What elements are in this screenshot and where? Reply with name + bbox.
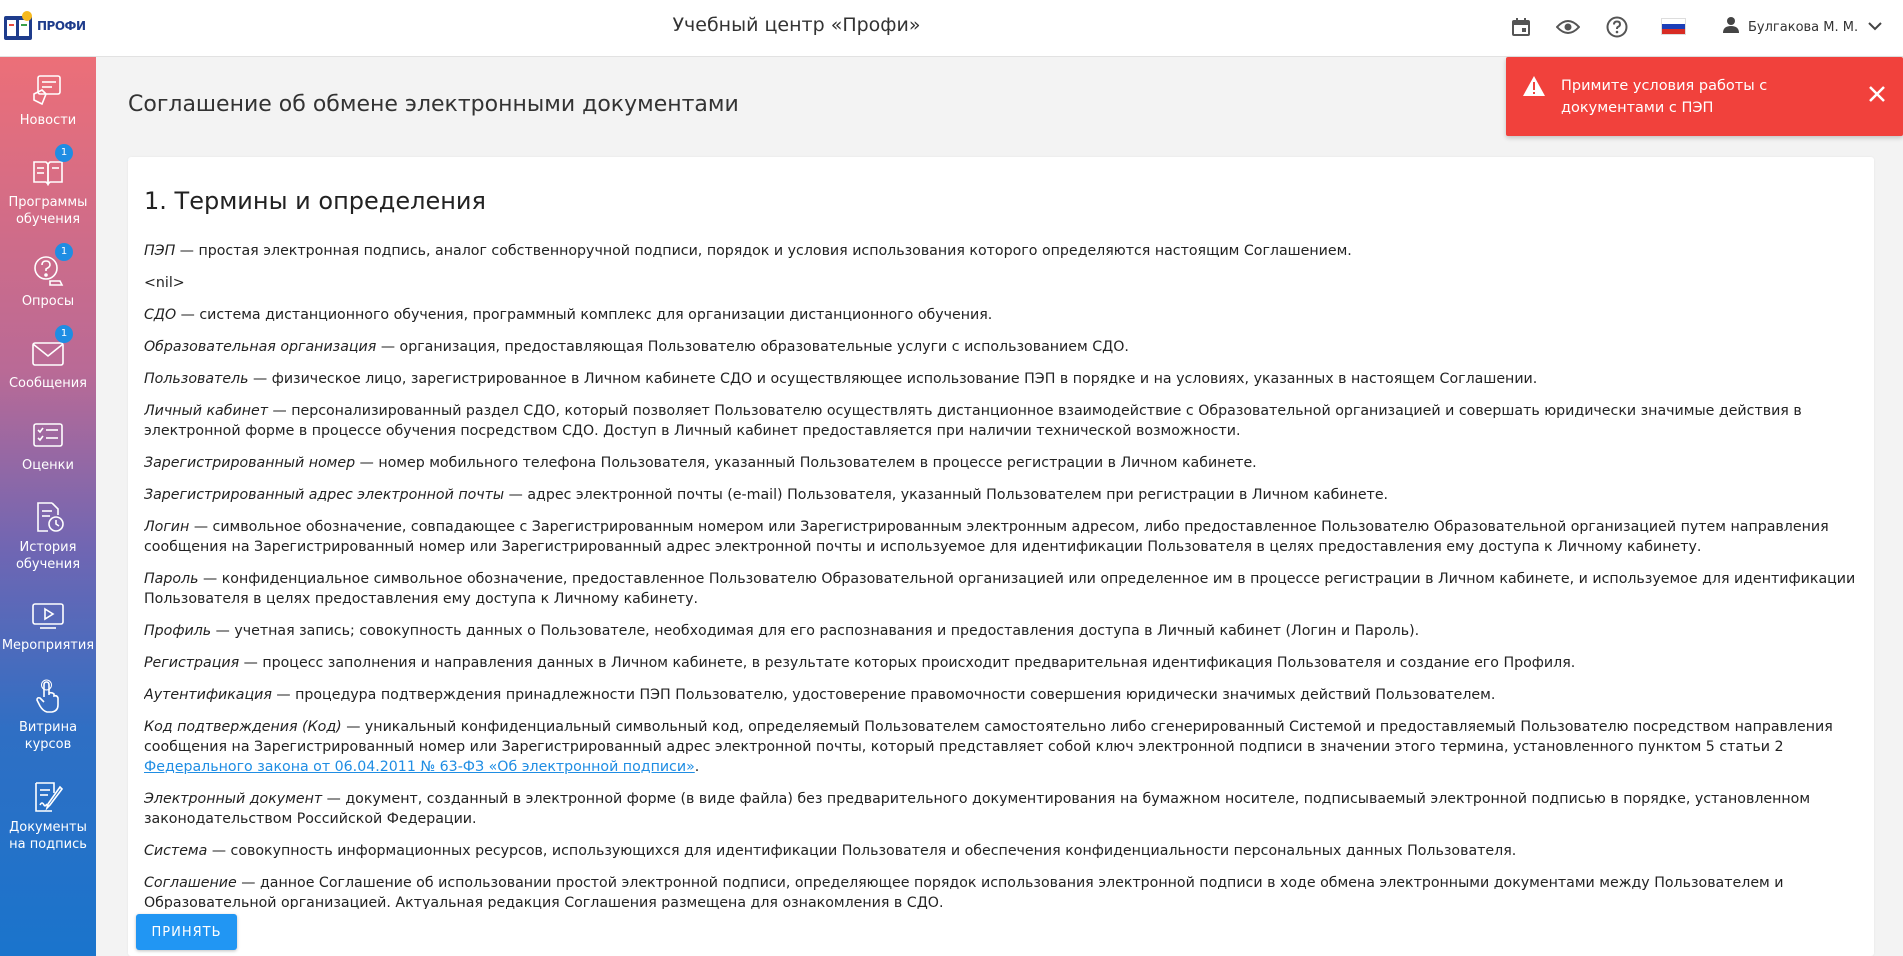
sidebar-item-label: История обучения xyxy=(15,540,81,572)
sidebar-item-events[interactable] xyxy=(0,597,96,654)
badge: 1 xyxy=(55,144,73,162)
agreement-card xyxy=(128,157,1874,956)
term-paragraph xyxy=(144,841,1872,861)
term-definition: — адрес электронной почты (e-mail) Пользователя, указанный Пользователем при регистрации в Личном кабинете. xyxy=(504,487,1389,503)
term-paragraph xyxy=(144,873,1872,909)
chevron-down-icon xyxy=(1868,20,1882,35)
term-definition: <nil> xyxy=(144,275,185,291)
term-paragraph xyxy=(144,717,1872,777)
term-paragraph xyxy=(144,569,1872,609)
header-title: Учебный центр «Профи» xyxy=(672,14,921,36)
term-paragraph xyxy=(144,485,1872,505)
sidebar-item-showcase[interactable] xyxy=(0,679,96,753)
documents-icon xyxy=(30,779,66,815)
accept-button[interactable]: ПРИНЯТЬ xyxy=(136,914,237,950)
term-name: Профиль xyxy=(144,623,212,639)
term-name: Логин xyxy=(144,519,190,535)
term-definition: — организация, предоставляющая Пользователю образовательные услуги с использованием СДО. xyxy=(376,339,1129,355)
section-title: 1. Термины и определения xyxy=(144,187,486,215)
term-definition: — данное Соглашение об использовании простой электронной подписи, определяющее порядок использования электронной подписи в ходе обмена электронными документами между Пользователем и Образовательной организацией. Актуальная редакция Соглашения размещена для ознакомления в СДО. xyxy=(144,875,1784,909)
term-name: Личный кабинет xyxy=(144,403,268,419)
term-definition: — номер мобильного телефона Пользователя, указанный Пользователем в процессе регистрации в Личном кабинете. xyxy=(355,455,1257,471)
sidebar-item-programs[interactable] xyxy=(0,147,96,228)
user-menu[interactable] xyxy=(1722,14,1882,40)
sidebar-item-grades[interactable] xyxy=(0,417,96,474)
term-paragraph xyxy=(144,305,1872,325)
eye-icon[interactable] xyxy=(1555,14,1581,40)
term-name: Зарегистрированный адрес электронной почты xyxy=(144,487,505,503)
term-paragraph xyxy=(144,789,1872,829)
sidebar-item-label: Документы на подпись xyxy=(9,820,87,852)
sidebar-item-label: Программы обучения xyxy=(8,195,88,227)
term-definition-end: . xyxy=(694,759,700,775)
messages-icon xyxy=(30,328,68,371)
term-paragraph xyxy=(144,685,1872,705)
sidebar-item-history[interactable] xyxy=(0,499,96,573)
page-title: Соглашение об обмене электронными документами xyxy=(128,92,739,117)
term-paragraph xyxy=(144,241,1872,261)
sidebar-item-label: Витрина курсов xyxy=(18,720,78,752)
warning-icon xyxy=(1522,75,1546,99)
term-definition: — конфиденциальное символьное обозначение, предоставленное Пользователю Образовательной организацией или определенное им в процессе регистрации в Личном кабинете, и используемое для идентификации Пользователя в целях предоставления ему доступа к Личному кабинету. xyxy=(144,571,1856,607)
term-paragraph xyxy=(144,653,1872,673)
sidebar-item-label: Сообщения xyxy=(8,376,87,391)
law-link[interactable]: Федерального закона от 06.04.2011 № 63-ФЗ «Об электронной подписи» xyxy=(144,759,695,775)
term-name: Пользователь xyxy=(144,371,249,387)
surveys-icon xyxy=(30,246,68,289)
sidebar-item-label: Оценки xyxy=(22,458,74,473)
news-icon xyxy=(30,72,66,108)
calendar-icon[interactable] xyxy=(1508,14,1534,40)
user-name: Булгакова М. М. xyxy=(1748,19,1859,35)
term-name: Зарегистрированный номер xyxy=(144,455,356,471)
grades-icon xyxy=(30,417,66,453)
term-paragraph xyxy=(144,401,1872,441)
programs-icon xyxy=(30,147,68,190)
term-name: СДО xyxy=(144,307,177,323)
logo-text: ПРОФИ xyxy=(37,19,86,33)
app-header xyxy=(0,0,1903,57)
term-name: Образовательная организация xyxy=(144,339,377,355)
term-paragraph xyxy=(144,337,1872,357)
term-definition: — процедура подтверждения принадлежности ПЭП Пользователю, удостоверение правомочности совершения юридически значимых действий Пользователем. xyxy=(271,687,1496,703)
terms-list[interactable] xyxy=(144,241,1872,909)
term-paragraph xyxy=(144,369,1872,389)
term-definition: — персонализированный раздел СДО, который позволяет Пользователю осуществлять дистанционное взаимодействие с Образовательной организацией и совершать юридически значимые действия в электронной форме в процессе обучения посредством СДО. Доступ в Личный кабинет предоставляется при наличии технической возможности. xyxy=(144,403,1802,439)
sidebar-item-news[interactable] xyxy=(0,72,96,129)
term-definition: — символьное обозначение, совпадающее с Зарегистрированным номером или Зарегистрированным электронным адресом, либо предоставленное Пользователю Образовательной организацией путем направления сообщения на Зарегистрированный номер или Зарегистрированный адрес электронной почты и используемое для идентификации Пользователя в целях предоставления ему доступа к Личному кабинету. xyxy=(144,519,1829,555)
alert-message: Примите условия работы с документами с ПЭП xyxy=(1561,78,1768,116)
badge: 1 xyxy=(55,243,73,261)
alert-toast xyxy=(1506,57,1903,136)
history-icon xyxy=(30,499,66,535)
term-name: Электронный документ xyxy=(144,791,323,807)
term-definition: — документ, созданный в электронной форме (в виде файла) без предварительного документирования на бумажном носителе, подписываемый электронной подписью в порядке, установленном законодательством Российской Федерации. xyxy=(144,791,1811,827)
term-definition: — уникальный конфиденциальный символьный код, определяемый Пользователем самостоятельно либо сгенерированный Системой и предоставляемый Пользователю посредством направления сообщения на Зарегистрированный номер или Зарегистрированный адрес электронной почты, который представляет собой ключ электронной подписи в значении этого термина, установленного пунктом 5 статьи 2 xyxy=(144,719,1833,755)
term-definition: — физическое лицо, зарегистрированное в Личном кабинете СДО и осуществляющее использование ПЭП в порядке и на условиях, указанных в настоящем Соглашении. xyxy=(248,371,1538,387)
sidebar-item-label: Опросы xyxy=(21,294,75,309)
term-definition: — учетная запись; совокупность данных о Пользователе, необходимая для его распознавания и предоставления доступа в Личный кабинет (Логин и Пароль). xyxy=(211,623,1420,639)
help-icon[interactable] xyxy=(1604,14,1630,40)
term-paragraph xyxy=(144,517,1872,557)
term-name: Система xyxy=(144,843,208,859)
sidebar xyxy=(0,57,96,956)
sidebar-item-label: Новости xyxy=(19,113,77,128)
term-name: Регистрация xyxy=(144,655,240,671)
term-definition: — система дистанционного обучения, программный комплекс для организации дистанционного обучения. xyxy=(176,307,993,323)
term-paragraph xyxy=(144,453,1872,473)
user-icon xyxy=(1722,16,1740,38)
sidebar-item-label: Мероприятия xyxy=(1,638,95,653)
term-name: Соглашение xyxy=(144,875,237,891)
sidebar-item-surveys[interactable] xyxy=(0,246,96,310)
term-paragraph xyxy=(144,273,1872,293)
term-name: Код подтверждения (Код) xyxy=(144,719,342,735)
close-icon[interactable] xyxy=(1866,83,1888,105)
flag-russia-icon[interactable] xyxy=(1661,18,1686,35)
sidebar-item-documents[interactable] xyxy=(0,779,96,853)
term-name: Пароль xyxy=(144,571,199,587)
term-name: Аутентификация xyxy=(144,687,272,703)
term-name: ПЭП xyxy=(144,243,176,259)
showcase-icon xyxy=(30,679,66,715)
term-definition: — процесс заполнения и направления данных в Личном кабинете, в результате которых происходит предварительная идентификация Пользователя и создание его Профиля. xyxy=(239,655,1576,671)
term-paragraph xyxy=(144,621,1872,641)
term-definition: — совокупность информационных ресурсов, использующихся для идентификации Пользователя и обеспечения конфиденциальности персональных данных Пользователя. xyxy=(207,843,1517,859)
badge: 1 xyxy=(55,325,73,343)
term-definition: — простая электронная подпись, аналог собственноручной подписи, порядок и условия использования которого определяются настоящим Соглашением. xyxy=(175,243,1352,259)
events-icon xyxy=(30,597,66,633)
sidebar-item-messages[interactable] xyxy=(0,328,96,392)
